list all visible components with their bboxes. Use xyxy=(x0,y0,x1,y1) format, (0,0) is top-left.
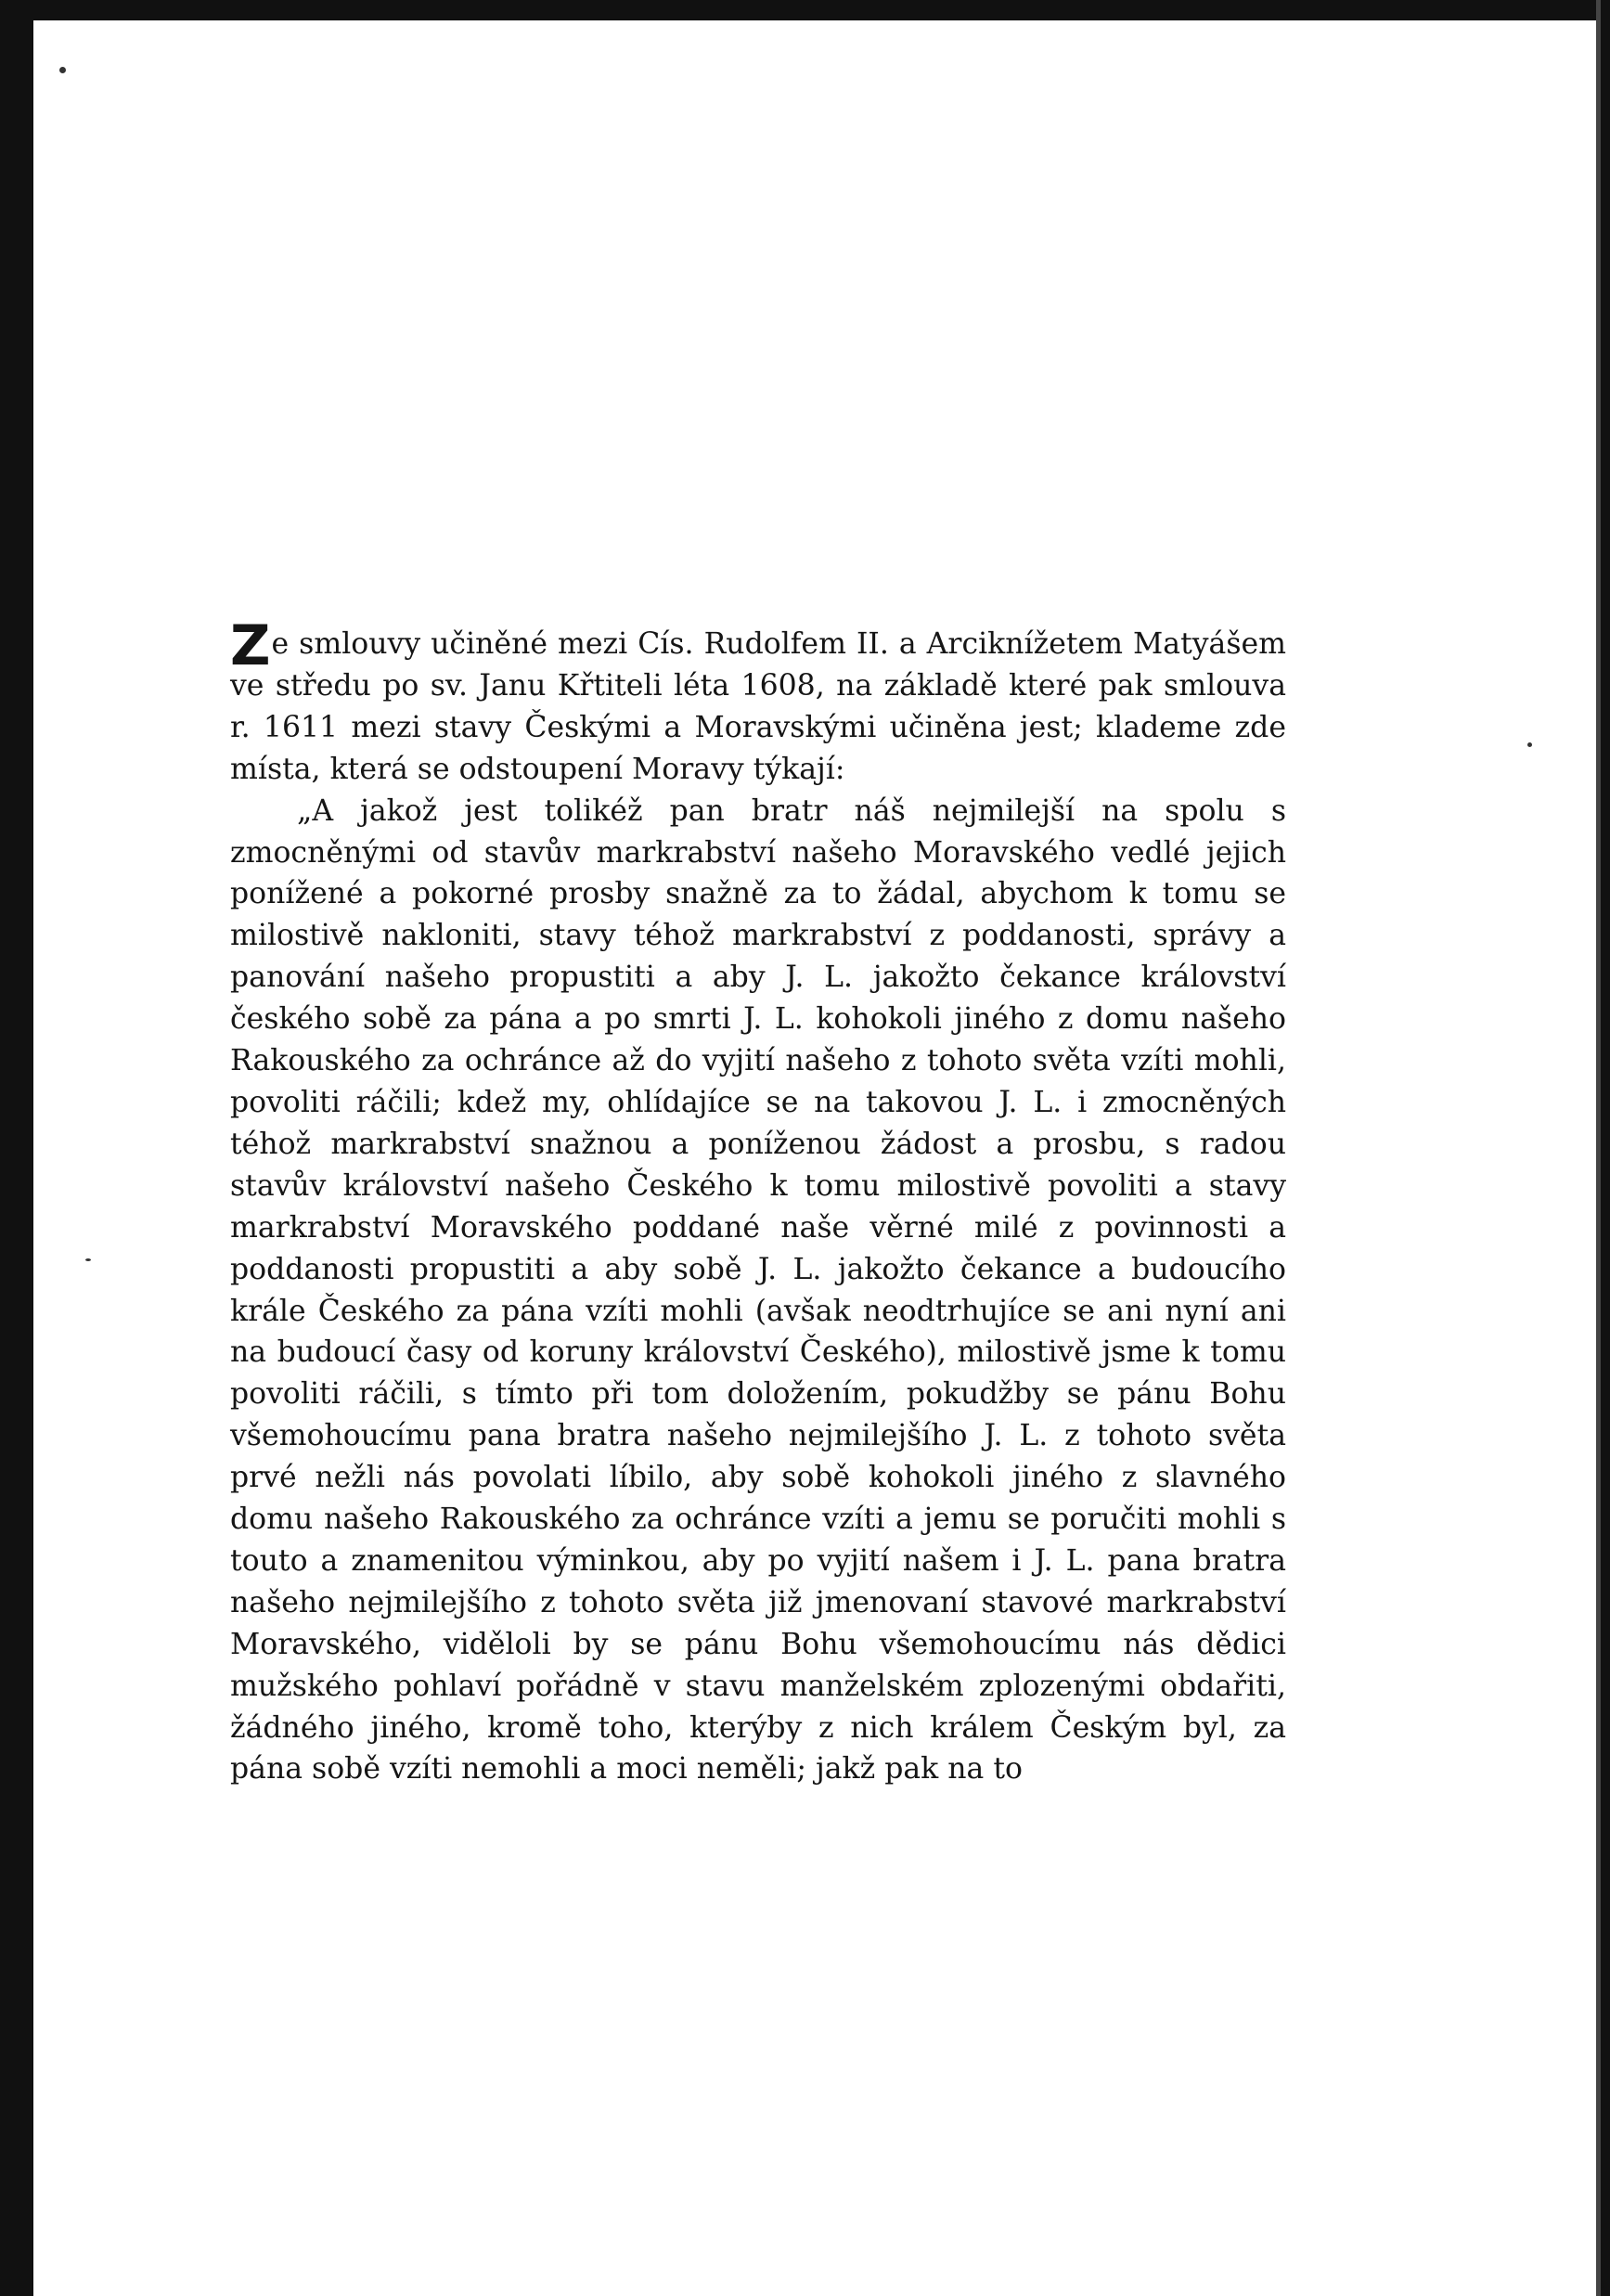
intro-paragraph xyxy=(230,613,1286,791)
document-body xyxy=(230,613,1286,1790)
scan-border-left xyxy=(0,0,33,2296)
scan-speck xyxy=(1527,742,1532,747)
quoted-paragraph: „A jakož jest tolikéž pan bratr náš nejmilejší na spolu s zmocněnými od stavův markrabství našeho Moravského vedlé jejich ponížené a pokorné prosby snažně za to žádal, abychom k tomu se milostivě nakloniti, stavy téhož markrabství z poddanosti, správy a panování našeho propustiti a aby J. L. jakožto čekance království českého sobě za pána a po smrti J. L. kohokoli jiného z domu našeho Rakouského za ochránce až do vyjití našeho z tohoto světa vzíti mohli, povoliti ráčili; kdež my, ohlídajíce se na takovou J. L. i zmocněných téhož markrabství snažnou a poníženou žádost a prosbu, s radou stavův království našeho Českého k tomu milostivě povoliti a stavy markrabství Moravského poddané naše věrné milé z povinnosti a poddanosti propustiti a aby sobě J. L. jakožto čekance a budoucího krále Českého za pána vzíti mohli (avšak neodtrhujíce se ani nyní ani na budoucí časy od koruny království Českého), milostivě jsme k tomu povoliti ráčili, s tímto při tom doložením, pokudžby se pánu Bohu všemohoucímu pana bratra našeho nejmilejšího J. L. z tohoto světa prvé nežli nás povolati líbilo, aby sobě kohokoli jiného z slavného domu našeho Rakouského za ochránce vzíti a jemu se poručiti mohli s toutо a znamenitou výminkou, aby po vyjití našem i J. L. pana bratra našeho nejmilejšího z tohoto světa již jmenovaní stavové markrabství Moravského, viděloli by se pánu Bohu všemohoucímu nás dědici mužského pohlaví pořádně v stavu manželském zplozenými obdařiti, žádného jiného, kromě toho, kterýby z nich králem Českým byl, za pána sobě vzíti nemohli a moci neměli; jakž pak na to xyxy=(230,793,1286,1786)
scan-speck xyxy=(59,67,66,73)
drop-cap: Z xyxy=(230,613,271,678)
scan-border-top xyxy=(0,0,1610,20)
scan-border-right xyxy=(1601,0,1610,2296)
scan-speck xyxy=(85,1258,91,1261)
intro-paragraph-text: e smlouvy učiněné mezi Cís. Rudolfem II. a Arciknížetem Matyášem ve středu po sv. Janu Křtiteli léta 1608, na základě které pak smlouva r. 1611 mezi stavy Českými a Moravskými učiněna jest; klademe zde místa, která se odstoupení Moravy týkají: xyxy=(230,627,1286,786)
